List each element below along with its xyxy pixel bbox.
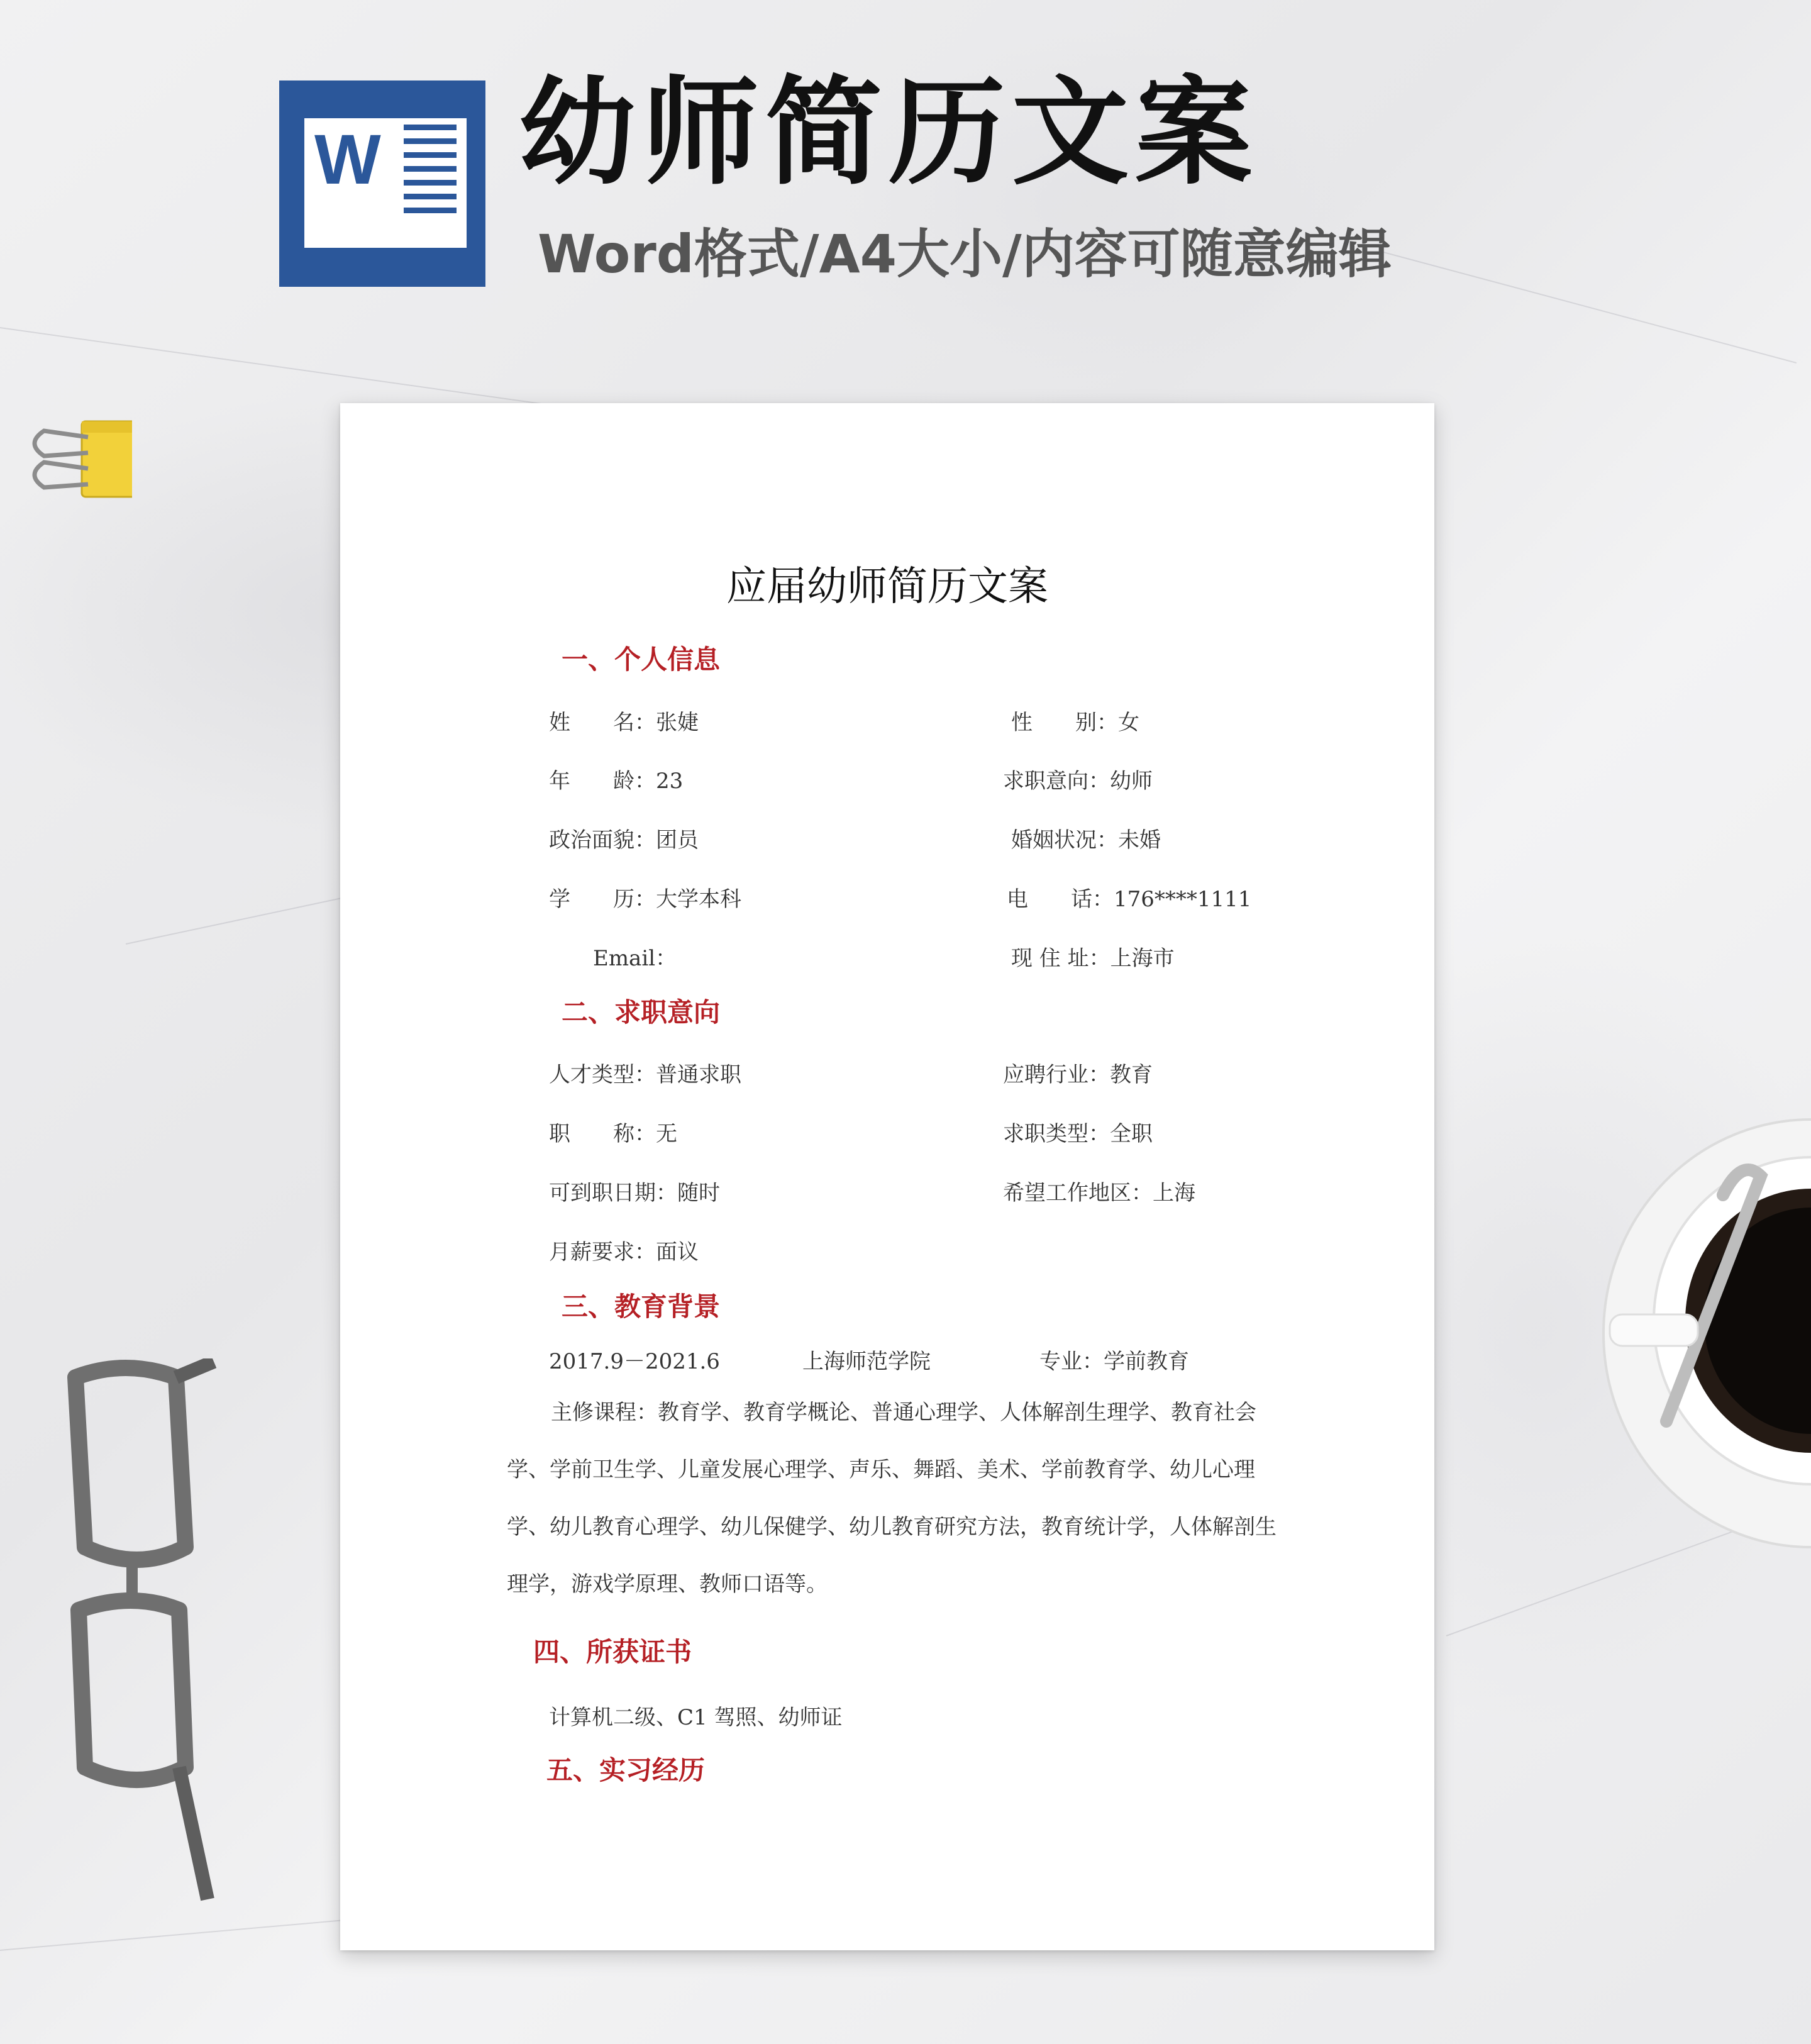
resume-document [340,403,1434,1950]
field-email: Email： [593,946,677,971]
field-region: 希望工作地区：上海 [1003,1180,1195,1206]
section-internship: 五、实习经历 [546,1755,706,1786]
edu-courses: 主修课程：教育学、教育学概论、普通心理学、人体解剖生理学、教育社会学、学前卫生学、儿童发展心理学、声乐、舞蹈、美术、学前教育学、幼儿心理学、幼儿教育心理学、幼儿保健学、幼儿教育研究方法，教育统计学，人体解剖生理学，游戏学原理、教师口语等。 [507,1400,1277,1597]
field-age: 年 龄：23 [549,769,684,794]
field-salary: 月薪要求：面议 [549,1240,699,1265]
field-address: 现 住 址：上海市 [1011,946,1175,971]
word-logo-lines [404,125,457,221]
field-gender: 性 别：女 [1011,710,1139,735]
field-industry: 应聘行业：教育 [1003,1062,1153,1087]
field-phone: 电 话：176****1111 [1007,887,1252,912]
section-personal-info: 一、个人信息 [562,644,721,675]
marble-vein [0,327,560,407]
edu-period: 2017.9－2021.6 [549,1349,720,1374]
field-marital: 婚姻状况：未婚 [1011,828,1161,853]
field-start-date: 可到职日期：随时 [549,1180,720,1206]
page-title: 幼师简历文案 [519,64,1259,201]
edu-school: 上海师范学院 [802,1349,931,1374]
word-logo-icon [279,81,485,287]
certificates-list: 计算机二级、C1 驾照、幼师证 [549,1705,843,1730]
field-intent: 求职意向：幼师 [1003,769,1153,794]
edu-major: 专业：学前教育 [1039,1349,1189,1374]
section-job-intent: 二、求职意向 [562,997,721,1028]
word-logo-letter: W [314,120,381,199]
page-subtitle: Word格式/A4大小/内容可随意编辑 [538,223,1392,285]
field-job-type: 求职类型：全职 [1003,1121,1153,1147]
section-education: 三、教育背景 [562,1291,721,1322]
field-name: 姓 名：张婕 [549,710,699,735]
binder-clip-icon [19,409,132,509]
field-education: 学 历：大学本科 [549,887,741,912]
document-title: 应届幼师简历文案 [726,564,1048,610]
field-talent-type: 人才类型：普通求职 [549,1062,741,1087]
glasses-icon [50,1358,239,1912]
field-job-title: 职 称：无 [549,1121,677,1147]
marble-vein [1383,252,1797,364]
section-certificates: 四、所获证书 [533,1636,692,1667]
field-politics: 政治面貌：团员 [549,828,699,853]
coffee-cup-icon [1591,1107,1811,1560]
